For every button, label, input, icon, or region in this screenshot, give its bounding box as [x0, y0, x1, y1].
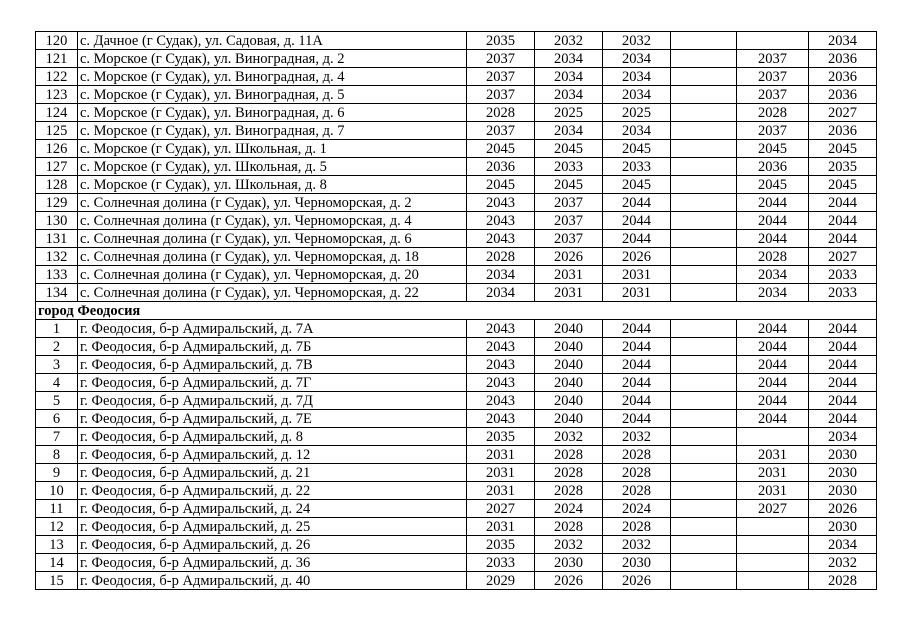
year-cell-1: 2029: [467, 572, 535, 590]
year-cell-3: 2045: [603, 176, 671, 194]
year-cell-5: 2045: [737, 140, 809, 158]
year-cell-1: 2035: [467, 32, 535, 50]
table-row: [36, 212, 877, 230]
row-number: 11: [36, 500, 78, 518]
year-cell-4: [671, 446, 737, 464]
address-cell: г. Феодосия, б-р Адмиральский, д. 24: [78, 500, 467, 518]
year-cell-5: 2031: [737, 464, 809, 482]
year-cell-6: 2034: [809, 32, 877, 50]
table-row: [36, 320, 877, 338]
address-cell: с. Солнечная долина (г Судак), ул. Черноморская, д. 22: [78, 284, 467, 302]
address-cell: с. Морское (г Судак), ул. Виноградная, д. 6: [78, 104, 467, 122]
year-cell-4: [671, 284, 737, 302]
year-cell-4: [671, 140, 737, 158]
row-number: 125: [36, 122, 78, 140]
year-cell-6: 2044: [809, 320, 877, 338]
year-cell-5: 2037: [737, 122, 809, 140]
year-cell-3: 2044: [603, 410, 671, 428]
row-number: 5: [36, 392, 78, 410]
address-cell: г. Феодосия, б-р Адмиральский, д. 25: [78, 518, 467, 536]
table-row: [36, 284, 877, 302]
address-cell: с. Солнечная долина (г Судак), ул. Черноморская, д. 2: [78, 194, 467, 212]
year-cell-4: [671, 320, 737, 338]
table-row: [36, 518, 877, 536]
year-cell-3: 2044: [603, 212, 671, 230]
section-title: город Феодосия: [36, 302, 877, 320]
row-number: 124: [36, 104, 78, 122]
year-cell-3: 2044: [603, 356, 671, 374]
table-row: [36, 428, 877, 446]
table-row: [36, 32, 877, 50]
year-cell-6: 2044: [809, 374, 877, 392]
year-cell-3: 2033: [603, 158, 671, 176]
year-cell-1: 2037: [467, 122, 535, 140]
table-row: [36, 104, 877, 122]
year-cell-4: [671, 518, 737, 536]
year-cell-3: 2028: [603, 518, 671, 536]
row-number: 8: [36, 446, 78, 464]
address-cell: с. Морское (г Судак), ул. Виноградная, д. 5: [78, 86, 467, 104]
year-cell-3: 2032: [603, 32, 671, 50]
year-cell-6: 2034: [809, 428, 877, 446]
year-cell-6: 2036: [809, 68, 877, 86]
year-cell-6: 2027: [809, 104, 877, 122]
year-cell-1: 2043: [467, 230, 535, 248]
address-cell: г. Феодосия, б-р Адмиральский, д. 40: [78, 572, 467, 590]
address-cell: с. Морское (г Судак), ул. Виноградная, д. 2: [78, 50, 467, 68]
year-cell-4: [671, 230, 737, 248]
table-row: [36, 176, 877, 194]
year-cell-6: 2032: [809, 554, 877, 572]
table-row: [36, 248, 877, 266]
year-cell-2: 2031: [535, 266, 603, 284]
year-cell-2: 2037: [535, 212, 603, 230]
year-cell-2: 2028: [535, 482, 603, 500]
year-cell-1: 2033: [467, 554, 535, 572]
year-cell-3: 2026: [603, 248, 671, 266]
year-cell-2: 2032: [535, 536, 603, 554]
year-cell-6: 2044: [809, 410, 877, 428]
address-cell: г. Феодосия, б-р Адмиральский, д. 8: [78, 428, 467, 446]
section-header-body: [36, 302, 877, 320]
year-cell-2: 2032: [535, 428, 603, 446]
year-cell-3: 2032: [603, 536, 671, 554]
year-cell-4: [671, 392, 737, 410]
year-cell-6: 2045: [809, 176, 877, 194]
year-cell-5: 2027: [737, 500, 809, 518]
year-cell-1: 2043: [467, 194, 535, 212]
year-cell-5: 2044: [737, 212, 809, 230]
table-row: [36, 536, 877, 554]
year-cell-1: 2045: [467, 176, 535, 194]
row-number: 2: [36, 338, 78, 356]
year-cell-2: 2028: [535, 446, 603, 464]
address-cell: с. Морское (г Судак), ул. Школьная, д. 8: [78, 176, 467, 194]
year-cell-4: [671, 536, 737, 554]
year-cell-5: 2044: [737, 230, 809, 248]
table-row: [36, 446, 877, 464]
year-cell-4: [671, 410, 737, 428]
address-cell: с. Морское (г Судак), ул. Школьная, д. 5: [78, 158, 467, 176]
year-cell-4: [671, 374, 737, 392]
year-cell-2: 2045: [535, 176, 603, 194]
year-cell-1: 2043: [467, 212, 535, 230]
year-cell-5: 2044: [737, 320, 809, 338]
table-row: [36, 338, 877, 356]
year-cell-4: [671, 32, 737, 50]
year-cell-2: 2026: [535, 248, 603, 266]
table-row: [36, 158, 877, 176]
year-cell-2: 2024: [535, 500, 603, 518]
year-cell-3: 2044: [603, 230, 671, 248]
row-number: 132: [36, 248, 78, 266]
year-cell-5: 2028: [737, 248, 809, 266]
year-cell-2: 2032: [535, 32, 603, 50]
year-cell-5: 2044: [737, 374, 809, 392]
address-cell: с. Солнечная долина (г Судак), ул. Черноморская, д. 6: [78, 230, 467, 248]
row-number: 128: [36, 176, 78, 194]
year-cell-5: 2044: [737, 338, 809, 356]
row-number: 131: [36, 230, 78, 248]
year-cell-6: 2030: [809, 446, 877, 464]
year-cell-6: 2035: [809, 158, 877, 176]
row-number: 123: [36, 86, 78, 104]
table-body-after: [36, 320, 877, 590]
year-cell-6: 2033: [809, 284, 877, 302]
year-cell-2: 2031: [535, 284, 603, 302]
row-number: 122: [36, 68, 78, 86]
year-cell-5: [737, 32, 809, 50]
table-row: [36, 500, 877, 518]
row-number: 120: [36, 32, 78, 50]
year-cell-1: 2028: [467, 248, 535, 266]
row-number: 121: [36, 50, 78, 68]
year-cell-5: 2045: [737, 176, 809, 194]
year-cell-4: [671, 428, 737, 446]
year-cell-4: [671, 194, 737, 212]
year-cell-5: [737, 428, 809, 446]
housing-schedule-table: [35, 31, 877, 590]
year-cell-3: 2044: [603, 320, 671, 338]
table-row: [36, 230, 877, 248]
year-cell-1: 2035: [467, 428, 535, 446]
year-cell-1: 2043: [467, 356, 535, 374]
year-cell-6: 2044: [809, 338, 877, 356]
year-cell-2: 2040: [535, 392, 603, 410]
year-cell-4: [671, 122, 737, 140]
year-cell-6: 2044: [809, 392, 877, 410]
row-number: 6: [36, 410, 78, 428]
year-cell-6: 2036: [809, 50, 877, 68]
year-cell-3: 2031: [603, 266, 671, 284]
row-number: 13: [36, 536, 78, 554]
year-cell-2: 2033: [535, 158, 603, 176]
table-row: [36, 410, 877, 428]
year-cell-1: 2035: [467, 536, 535, 554]
row-number: 1: [36, 320, 78, 338]
year-cell-2: 2025: [535, 104, 603, 122]
year-cell-2: 2040: [535, 320, 603, 338]
year-cell-5: 2044: [737, 410, 809, 428]
year-cell-1: 2043: [467, 410, 535, 428]
year-cell-6: 2044: [809, 356, 877, 374]
year-cell-6: 2027: [809, 248, 877, 266]
year-cell-4: [671, 104, 737, 122]
year-cell-2: 2030: [535, 554, 603, 572]
year-cell-2: 2034: [535, 122, 603, 140]
address-cell: г. Феодосия, б-р Адмиральский, д. 7А: [78, 320, 467, 338]
year-cell-3: 2034: [603, 50, 671, 68]
year-cell-5: [737, 554, 809, 572]
row-number: 130: [36, 212, 78, 230]
year-cell-1: 2034: [467, 266, 535, 284]
address-cell: с. Солнечная долина (г Судак), ул. Черноморская, д. 20: [78, 266, 467, 284]
year-cell-4: [671, 68, 737, 86]
year-cell-2: 2037: [535, 194, 603, 212]
year-cell-2: 2040: [535, 374, 603, 392]
year-cell-2: 2040: [535, 410, 603, 428]
year-cell-3: 2032: [603, 428, 671, 446]
year-cell-3: 2028: [603, 482, 671, 500]
table-body-before: [36, 32, 877, 302]
year-cell-4: [671, 176, 737, 194]
table-row: [36, 86, 877, 104]
table-row: [36, 68, 877, 86]
row-number: 12: [36, 518, 78, 536]
year-cell-3: 2034: [603, 86, 671, 104]
year-cell-6: 2045: [809, 140, 877, 158]
table-row: [36, 122, 877, 140]
year-cell-6: 2026: [809, 500, 877, 518]
row-number: 9: [36, 464, 78, 482]
year-cell-3: 2028: [603, 446, 671, 464]
address-cell: с. Морское (г Судак), ул. Виноградная, д. 4: [78, 68, 467, 86]
year-cell-6: 2044: [809, 212, 877, 230]
row-number: 4: [36, 374, 78, 392]
table-row: [36, 482, 877, 500]
year-cell-5: 2037: [737, 50, 809, 68]
year-cell-2: 2040: [535, 356, 603, 374]
year-cell-4: [671, 248, 737, 266]
year-cell-6: 2030: [809, 464, 877, 482]
address-cell: г. Феодосия, б-р Адмиральский, д. 12: [78, 446, 467, 464]
year-cell-5: 2037: [737, 86, 809, 104]
row-number: 10: [36, 482, 78, 500]
row-number: 126: [36, 140, 78, 158]
year-cell-5: 2034: [737, 284, 809, 302]
table-row: [36, 356, 877, 374]
year-cell-4: [671, 86, 737, 104]
year-cell-4: [671, 50, 737, 68]
year-cell-2: 2045: [535, 140, 603, 158]
year-cell-2: 2037: [535, 230, 603, 248]
year-cell-3: 2044: [603, 374, 671, 392]
year-cell-6: 2044: [809, 194, 877, 212]
year-cell-4: [671, 212, 737, 230]
year-cell-6: 2036: [809, 86, 877, 104]
year-cell-1: 2031: [467, 482, 535, 500]
year-cell-1: 2036: [467, 158, 535, 176]
year-cell-4: [671, 338, 737, 356]
address-cell: г. Феодосия, б-р Адмиральский, д. 36: [78, 554, 467, 572]
table-row: [36, 464, 877, 482]
row-number: 134: [36, 284, 78, 302]
year-cell-3: 2044: [603, 194, 671, 212]
year-cell-1: 2043: [467, 374, 535, 392]
address-cell: г. Феодосия, б-р Адмиральский, д. 7В: [78, 356, 467, 374]
address-cell: г. Феодосия, б-р Адмиральский, д. 22: [78, 482, 467, 500]
year-cell-1: 2031: [467, 446, 535, 464]
year-cell-6: 2028: [809, 572, 877, 590]
year-cell-6: 2034: [809, 536, 877, 554]
year-cell-5: 2044: [737, 194, 809, 212]
year-cell-2: 2034: [535, 50, 603, 68]
year-cell-5: [737, 572, 809, 590]
year-cell-5: 2044: [737, 356, 809, 374]
row-number: 127: [36, 158, 78, 176]
year-cell-6: 2033: [809, 266, 877, 284]
address-cell: г. Феодосия, б-р Адмиральский, д. 7Г: [78, 374, 467, 392]
year-cell-6: 2044: [809, 230, 877, 248]
year-cell-6: 2030: [809, 482, 877, 500]
year-cell-3: 2044: [603, 392, 671, 410]
row-number: 3: [36, 356, 78, 374]
year-cell-4: [671, 500, 737, 518]
year-cell-4: [671, 266, 737, 284]
year-cell-1: 2034: [467, 284, 535, 302]
year-cell-5: 2044: [737, 392, 809, 410]
address-cell: с. Солнечная долина (г Судак), ул. Черноморская, д. 18: [78, 248, 467, 266]
year-cell-2: 2028: [535, 464, 603, 482]
year-cell-5: 2031: [737, 446, 809, 464]
year-cell-1: 2037: [467, 50, 535, 68]
year-cell-4: [671, 482, 737, 500]
address-cell: с. Дачное (г Судак), ул. Садовая, д. 11А: [78, 32, 467, 50]
year-cell-1: 2028: [467, 104, 535, 122]
year-cell-3: 2024: [603, 500, 671, 518]
year-cell-1: 2045: [467, 140, 535, 158]
year-cell-1: 2043: [467, 320, 535, 338]
year-cell-2: 2034: [535, 68, 603, 86]
year-cell-2: 2040: [535, 338, 603, 356]
table-row: [36, 140, 877, 158]
row-number: 14: [36, 554, 78, 572]
year-cell-1: 2037: [467, 86, 535, 104]
address-cell: с. Солнечная долина (г Судак), ул. Черноморская, д. 4: [78, 212, 467, 230]
table-row: [36, 266, 877, 284]
year-cell-4: [671, 554, 737, 572]
year-cell-2: 2028: [535, 518, 603, 536]
year-cell-4: [671, 572, 737, 590]
year-cell-1: 2027: [467, 500, 535, 518]
year-cell-1: 2037: [467, 68, 535, 86]
year-cell-3: 2025: [603, 104, 671, 122]
table-row: [36, 374, 877, 392]
year-cell-1: 2043: [467, 392, 535, 410]
year-cell-2: 2034: [535, 86, 603, 104]
address-cell: г. Феодосия, б-р Адмиральский, д. 21: [78, 464, 467, 482]
table-row: [36, 194, 877, 212]
row-number: 7: [36, 428, 78, 446]
address-cell: г. Феодосия, б-р Адмиральский, д. 26: [78, 536, 467, 554]
year-cell-2: 2026: [535, 572, 603, 590]
row-number: 129: [36, 194, 78, 212]
year-cell-1: 2043: [467, 338, 535, 356]
section-row: [36, 302, 877, 320]
year-cell-4: [671, 356, 737, 374]
year-cell-5: [737, 518, 809, 536]
year-cell-5: 2034: [737, 266, 809, 284]
table-row: [36, 392, 877, 410]
year-cell-3: 2031: [603, 284, 671, 302]
year-cell-3: 2026: [603, 572, 671, 590]
table-row: [36, 572, 877, 590]
address-cell: г. Феодосия, б-р Адмиральский, д. 7Б: [78, 338, 467, 356]
year-cell-3: 2034: [603, 68, 671, 86]
year-cell-3: 2044: [603, 338, 671, 356]
address-cell: г. Феодосия, б-р Адмиральский, д. 7Е: [78, 410, 467, 428]
year-cell-1: 2031: [467, 518, 535, 536]
year-cell-3: 2045: [603, 140, 671, 158]
year-cell-4: [671, 158, 737, 176]
year-cell-5: [737, 536, 809, 554]
address-cell: г. Феодосия, б-р Адмиральский, д. 7Д: [78, 392, 467, 410]
address-cell: с. Морское (г Судак), ул. Виноградная, д. 7: [78, 122, 467, 140]
year-cell-3: 2030: [603, 554, 671, 572]
year-cell-6: 2030: [809, 518, 877, 536]
address-cell: с. Морское (г Судак), ул. Школьная, д. 1: [78, 140, 467, 158]
year-cell-5: 2036: [737, 158, 809, 176]
year-cell-5: 2031: [737, 482, 809, 500]
table-row: [36, 50, 877, 68]
year-cell-5: 2037: [737, 68, 809, 86]
year-cell-6: 2036: [809, 122, 877, 140]
year-cell-3: 2034: [603, 122, 671, 140]
table-row: [36, 554, 877, 572]
year-cell-4: [671, 464, 737, 482]
row-number: 15: [36, 572, 78, 590]
year-cell-3: 2028: [603, 464, 671, 482]
year-cell-1: 2031: [467, 464, 535, 482]
year-cell-5: 2028: [737, 104, 809, 122]
row-number: 133: [36, 266, 78, 284]
